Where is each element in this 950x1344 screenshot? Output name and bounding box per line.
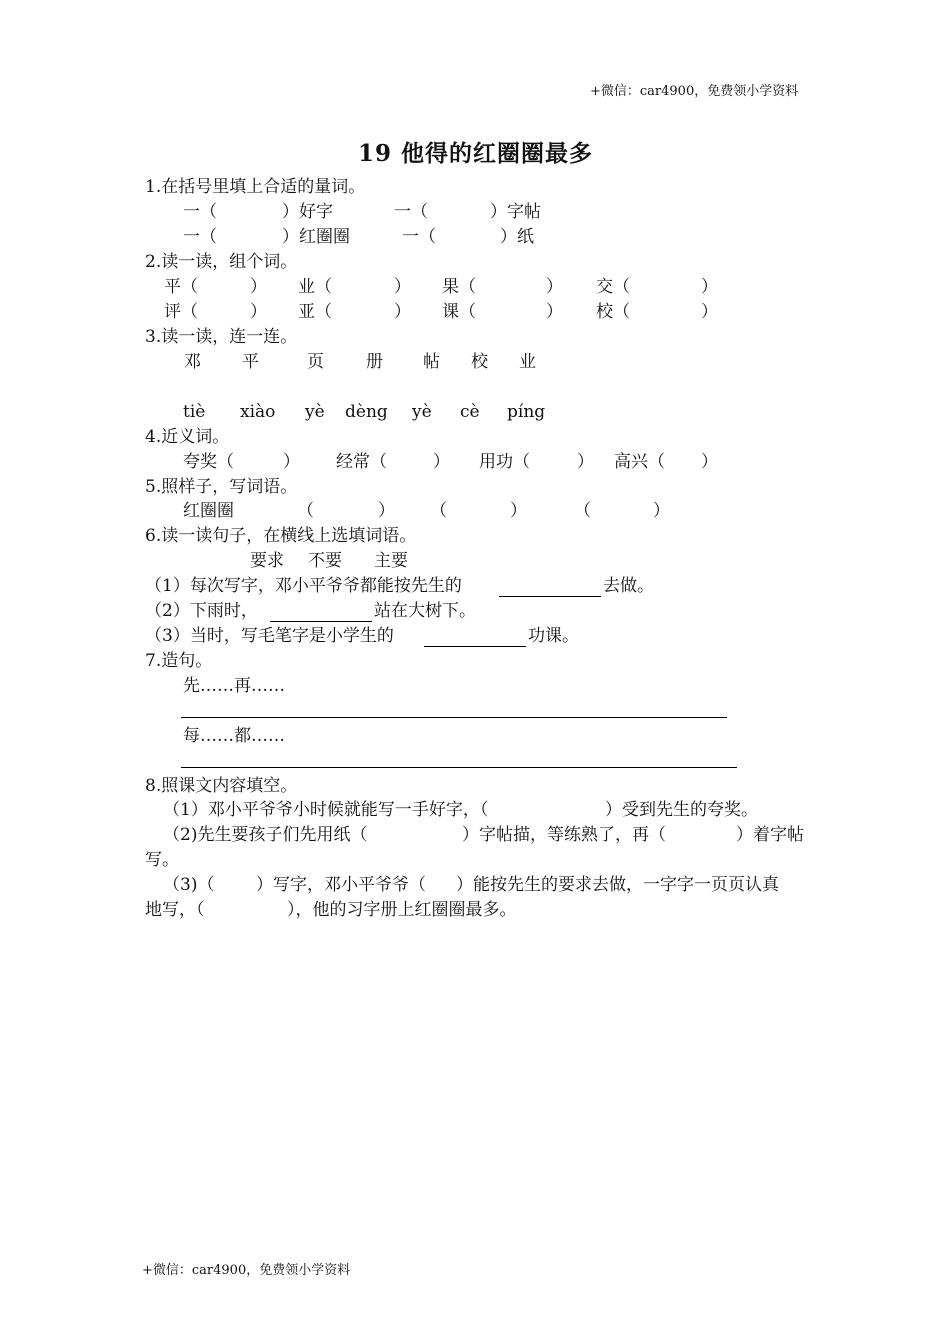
q5-blank: ） <box>510 501 527 521</box>
q8-line-2-d: 写。 <box>145 850 179 870</box>
q4-item: ） <box>433 452 450 472</box>
q6-sentence-3-a: （3）当时，写毛笔字是小学生的 <box>145 626 394 646</box>
q3-char: 页 <box>307 352 324 372</box>
q6-blank-1[interactable] <box>499 596 601 597</box>
q4-item: 高兴（ <box>614 452 665 472</box>
q5-heading: 5.照样子，写词语。 <box>145 477 298 497</box>
q4-item: ） <box>701 452 718 472</box>
q2-item: 课（ <box>442 302 476 322</box>
q6-blank-2[interactable] <box>270 621 372 622</box>
q1-item: 一（ <box>183 227 217 247</box>
q5-blank: （ <box>297 501 314 521</box>
q4-heading: 4.近义词。 <box>145 427 230 447</box>
q3-pinyin: píng <box>507 402 546 422</box>
header-watermark: +微信：car4900，免费领小学资料 <box>590 84 799 99</box>
q8-line-1-a: （1）邓小平爷爷小时候就能写一手好字，（ <box>163 800 489 820</box>
q8-line-3-c: ）能按先生的要求去做，一字字一页页认真 <box>456 875 779 895</box>
q7-heading: 7.造句。 <box>145 651 213 671</box>
q3-pinyin: cè <box>460 402 480 422</box>
q5-blank: （ <box>574 501 591 521</box>
q2-item: ） <box>701 277 718 297</box>
q3-heading: 3.读一读，连一连。 <box>145 327 298 347</box>
q2-item: ） <box>546 302 563 322</box>
q2-item: 平（ <box>164 277 198 297</box>
q1-item: ）纸 <box>500 227 534 247</box>
q7-answer-line-1[interactable] <box>181 717 727 718</box>
q3-pinyin: yè <box>412 402 432 422</box>
q4-item: 用功（ <box>479 452 530 472</box>
q6-sentence-1-b: 去做。 <box>603 576 654 596</box>
q2-item: 校（ <box>596 302 630 322</box>
q1-item: 一（ <box>402 227 436 247</box>
q2-item: 交（ <box>596 277 630 297</box>
q1-item: ）红圈圈 <box>282 227 350 247</box>
q5-example: 红圈圈 <box>183 501 234 521</box>
q1-heading: 1.在括号里填上合适的量词。 <box>145 177 366 197</box>
q2-item: ） <box>394 277 411 297</box>
page-title: 19 他得的红圈圈最多 <box>358 140 594 167</box>
q2-heading: 2.读一读，组个词。 <box>145 252 298 272</box>
q6-sentence-3-b: 功课。 <box>528 626 579 646</box>
q6-heading: 6.读一读句子，在横线上选填词语。 <box>145 526 417 546</box>
q3-char: 册 <box>366 352 383 372</box>
q6-option: 不要 <box>308 551 342 571</box>
q6-sentence-2-a: （2）下雨时， <box>145 601 258 621</box>
q6-option: 要求 <box>250 551 284 571</box>
q2-item: 评（ <box>164 302 198 322</box>
q3-pinyin: yè <box>305 402 325 422</box>
q4-item: ） <box>577 452 594 472</box>
q5-blank: （ <box>430 501 447 521</box>
q5-blank: ） <box>653 501 670 521</box>
q8-line-4-b: ），他的习字册上红圈圈最多。 <box>287 900 517 920</box>
q8-line-2-b: ）字帖描，等练熟了，再（ <box>462 825 666 845</box>
q6-sentence-2-b: 站在大树下。 <box>374 601 476 621</box>
q3-pinyin: tiè <box>183 402 206 422</box>
q2-item: 业（ <box>298 277 332 297</box>
q3-pinyin: xiào <box>240 402 276 422</box>
q3-pinyin: dèng <box>345 402 388 422</box>
q7-pattern-2: 每……都…… <box>183 726 285 746</box>
q1-item: ）字帖 <box>490 202 541 222</box>
q3-char: 业 <box>519 352 536 372</box>
q3-char: 校 <box>471 352 488 372</box>
q3-char: 邓 <box>184 352 201 372</box>
q2-item: ） <box>546 277 563 297</box>
q6-option: 主要 <box>374 551 408 571</box>
q2-item: 亚（ <box>298 302 332 322</box>
q8-line-3-b: ）写字，邓小平爷爷（ <box>256 875 426 895</box>
q7-answer-line-2[interactable] <box>181 767 737 768</box>
q2-item: 果（ <box>442 277 476 297</box>
q8-line-1-b: ）受到先生的夸奖。 <box>605 800 758 820</box>
q3-char: 帖 <box>423 352 440 372</box>
q1-item: ）好字 <box>282 202 333 222</box>
q4-item: ） <box>283 452 300 472</box>
q4-item: 经常（ <box>336 452 387 472</box>
q6-sentence-1-a: （1）每次写字，邓小平爷爷都能按先生的 <box>145 576 462 596</box>
footer-watermark: +微信：car4900，免费领小学资料 <box>142 1263 351 1278</box>
q5-blank: ） <box>378 501 395 521</box>
q1-item: 一（ <box>183 202 217 222</box>
q2-item: ） <box>394 302 411 322</box>
q4-item: 夸奖（ <box>183 452 234 472</box>
q8-line-4-a: 地写，（ <box>145 900 205 920</box>
q8-line-3-a: （3)（ <box>163 875 215 895</box>
q2-item: ） <box>701 302 718 322</box>
q2-item: ） <box>250 302 267 322</box>
q2-item: ） <box>250 277 267 297</box>
q8-line-2-a: （2)先生要孩子们先用纸（ <box>163 825 368 845</box>
q6-blank-3[interactable] <box>424 646 526 647</box>
q8-heading: 8.照课文内容填空。 <box>145 776 298 796</box>
q3-char: 平 <box>242 352 259 372</box>
q8-line-2-c: ）着字帖 <box>736 825 804 845</box>
q1-item: 一（ <box>394 202 428 222</box>
q7-pattern-1: 先……再…… <box>183 676 285 696</box>
